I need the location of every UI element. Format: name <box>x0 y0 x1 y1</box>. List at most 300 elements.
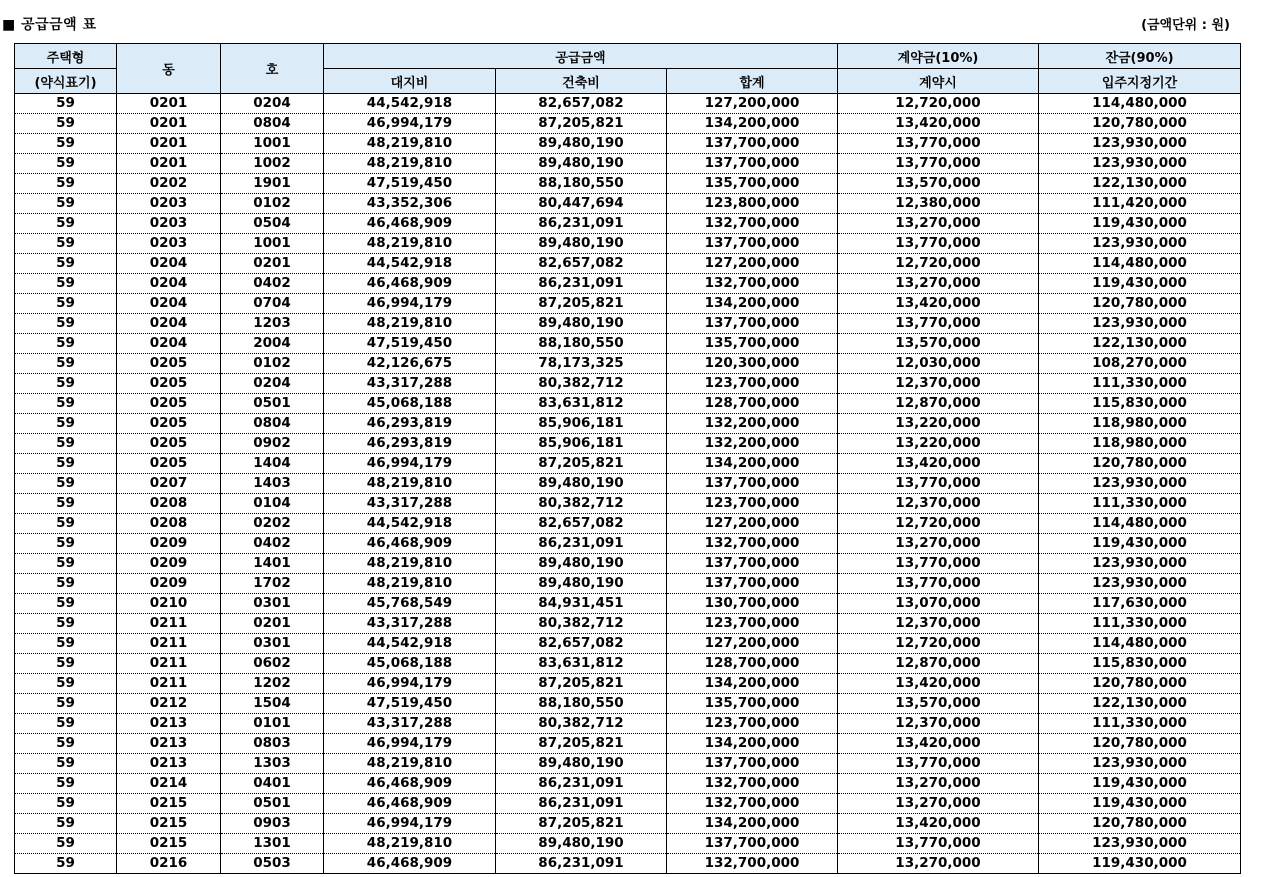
cell-deposit: 13,420,000 <box>838 114 1039 134</box>
cell-deposit: 12,370,000 <box>838 494 1039 514</box>
cell-type: 59 <box>15 314 117 334</box>
cell-dong: 0208 <box>117 494 221 514</box>
cell-total: 137,700,000 <box>667 474 838 494</box>
cell-deposit: 12,870,000 <box>838 394 1039 414</box>
table-row <box>15 454 1241 474</box>
cell-balance: 114,480,000 <box>1039 254 1241 274</box>
cell-deposit: 13,770,000 <box>838 834 1039 854</box>
cell-total: 134,200,000 <box>667 454 838 474</box>
cell-deposit: 13,270,000 <box>838 854 1039 874</box>
cell-land: 48,219,810 <box>324 154 496 174</box>
cell-type: 59 <box>15 234 117 254</box>
cell-type: 59 <box>15 414 117 434</box>
col-deposit-subheader: 계약시 <box>838 69 1039 94</box>
cell-ho: 1504 <box>221 694 324 714</box>
cell-total: 123,700,000 <box>667 714 838 734</box>
cell-ho: 0804 <box>221 114 324 134</box>
table-row <box>15 814 1241 834</box>
cell-building: 86,231,091 <box>496 774 667 794</box>
table-row <box>15 234 1241 254</box>
cell-ho: 2004 <box>221 334 324 354</box>
cell-building: 87,205,821 <box>496 454 667 474</box>
cell-dong: 0201 <box>117 134 221 154</box>
table-row <box>15 114 1241 134</box>
cell-type: 59 <box>15 394 117 414</box>
table-row <box>15 754 1241 774</box>
cell-building: 87,205,821 <box>496 114 667 134</box>
table-row <box>15 374 1241 394</box>
cell-type: 59 <box>15 714 117 734</box>
supply-price-table <box>14 43 1241 874</box>
cell-dong: 0203 <box>117 214 221 234</box>
cell-ho: 1203 <box>221 314 324 334</box>
table-row <box>15 474 1241 494</box>
cell-balance: 108,270,000 <box>1039 354 1241 374</box>
cell-type: 59 <box>15 274 117 294</box>
cell-total: 123,700,000 <box>667 374 838 394</box>
cell-dong: 0204 <box>117 294 221 314</box>
cell-balance: 111,420,000 <box>1039 194 1241 214</box>
cell-deposit: 13,770,000 <box>838 134 1039 154</box>
cell-ho: 1303 <box>221 754 324 774</box>
table-row <box>15 774 1241 794</box>
table-row <box>15 494 1241 514</box>
cell-building: 87,205,821 <box>496 734 667 754</box>
cell-balance: 115,830,000 <box>1039 394 1241 414</box>
cell-deposit: 13,770,000 <box>838 234 1039 254</box>
cell-balance: 122,130,000 <box>1039 334 1241 354</box>
table-row <box>15 794 1241 814</box>
cell-total: 134,200,000 <box>667 814 838 834</box>
cell-deposit: 13,270,000 <box>838 534 1039 554</box>
cell-ho: 0301 <box>221 634 324 654</box>
cell-total: 137,700,000 <box>667 314 838 334</box>
cell-total: 134,200,000 <box>667 294 838 314</box>
cell-type: 59 <box>15 534 117 554</box>
cell-building: 78,173,325 <box>496 354 667 374</box>
cell-deposit: 13,420,000 <box>838 454 1039 474</box>
cell-land: 46,468,909 <box>324 794 496 814</box>
cell-total: 132,700,000 <box>667 774 838 794</box>
cell-ho: 0101 <box>221 714 324 734</box>
cell-building: 86,231,091 <box>496 794 667 814</box>
cell-building: 80,382,712 <box>496 714 667 734</box>
cell-deposit: 13,770,000 <box>838 474 1039 494</box>
cell-deposit: 12,870,000 <box>838 654 1039 674</box>
cell-land: 43,352,306 <box>324 194 496 214</box>
cell-total: 137,700,000 <box>667 834 838 854</box>
cell-type: 59 <box>15 754 117 774</box>
cell-dong: 0205 <box>117 394 221 414</box>
cell-dong: 0213 <box>117 714 221 734</box>
cell-land: 46,994,179 <box>324 454 496 474</box>
cell-type: 59 <box>15 94 117 114</box>
cell-type: 59 <box>15 574 117 594</box>
cell-building: 87,205,821 <box>496 814 667 834</box>
cell-building: 89,480,190 <box>496 574 667 594</box>
cell-deposit: 13,220,000 <box>838 414 1039 434</box>
cell-building: 82,657,082 <box>496 634 667 654</box>
cell-balance: 119,430,000 <box>1039 794 1241 814</box>
cell-total: 132,700,000 <box>667 854 838 874</box>
cell-building: 89,480,190 <box>496 474 667 494</box>
table-row <box>15 354 1241 374</box>
cell-balance: 123,930,000 <box>1039 154 1241 174</box>
cell-dong: 0208 <box>117 514 221 534</box>
cell-total: 123,700,000 <box>667 494 838 514</box>
cell-land: 46,468,909 <box>324 774 496 794</box>
cell-type: 59 <box>15 134 117 154</box>
table-title: ■ 공급금액 표 <box>2 17 97 33</box>
cell-land: 46,468,909 <box>324 274 496 294</box>
cell-total: 134,200,000 <box>667 674 838 694</box>
cell-dong: 0212 <box>117 694 221 714</box>
cell-total: 137,700,000 <box>667 154 838 174</box>
cell-land: 43,317,288 <box>324 714 496 734</box>
cell-deposit: 12,370,000 <box>838 374 1039 394</box>
col-ho-header: 호 <box>221 44 324 94</box>
cell-type: 59 <box>15 834 117 854</box>
cell-land: 46,994,179 <box>324 814 496 834</box>
cell-total: 127,200,000 <box>667 514 838 534</box>
cell-type: 59 <box>15 814 117 834</box>
cell-total: 137,700,000 <box>667 574 838 594</box>
cell-balance: 117,630,000 <box>1039 594 1241 614</box>
col-type-header <box>15 44 117 69</box>
cell-balance: 120,780,000 <box>1039 114 1241 134</box>
cell-dong: 0204 <box>117 274 221 294</box>
cell-balance: 120,780,000 <box>1039 454 1241 474</box>
table-row <box>15 294 1241 314</box>
cell-balance: 123,930,000 <box>1039 754 1241 774</box>
cell-dong: 0215 <box>117 794 221 814</box>
cell-deposit: 13,570,000 <box>838 694 1039 714</box>
table-row <box>15 834 1241 854</box>
cell-building: 89,480,190 <box>496 754 667 774</box>
cell-ho: 0202 <box>221 514 324 534</box>
cell-dong: 0202 <box>117 174 221 194</box>
cell-type: 59 <box>15 554 117 574</box>
cell-building: 85,906,181 <box>496 434 667 454</box>
table-row <box>15 314 1241 334</box>
cell-ho: 1901 <box>221 174 324 194</box>
cell-balance: 119,430,000 <box>1039 214 1241 234</box>
cell-type: 59 <box>15 154 117 174</box>
cell-type: 59 <box>15 294 117 314</box>
cell-ho: 0201 <box>221 614 324 634</box>
cell-building: 89,480,190 <box>496 134 667 154</box>
cell-land: 48,219,810 <box>324 554 496 574</box>
cell-type: 59 <box>15 654 117 674</box>
cell-land: 44,542,918 <box>324 634 496 654</box>
cell-ho: 0104 <box>221 494 324 514</box>
table-row <box>15 394 1241 414</box>
cell-type: 59 <box>15 734 117 754</box>
cell-land: 45,768,549 <box>324 594 496 614</box>
cell-dong: 0205 <box>117 434 221 454</box>
cell-dong: 0209 <box>117 574 221 594</box>
cell-dong: 0209 <box>117 534 221 554</box>
cell-dong: 0207 <box>117 474 221 494</box>
cell-type: 59 <box>15 214 117 234</box>
cell-type: 59 <box>15 614 117 634</box>
cell-total: 135,700,000 <box>667 174 838 194</box>
cell-ho: 0102 <box>221 194 324 214</box>
cell-ho: 0301 <box>221 594 324 614</box>
cell-balance: 123,930,000 <box>1039 554 1241 574</box>
cell-ho: 0204 <box>221 94 324 114</box>
cell-building: 89,480,190 <box>496 234 667 254</box>
cell-building: 88,180,550 <box>496 694 667 714</box>
table-row <box>15 274 1241 294</box>
cell-ho: 1002 <box>221 154 324 174</box>
cell-deposit: 13,420,000 <box>838 814 1039 834</box>
col-land-header: 대지비 <box>324 69 496 94</box>
table-row <box>15 434 1241 454</box>
cell-balance: 123,930,000 <box>1039 574 1241 594</box>
cell-land: 48,219,810 <box>324 574 496 594</box>
col-balance-subheader: 입주지정기간 <box>1039 69 1241 94</box>
cell-dong: 0205 <box>117 454 221 474</box>
table-row <box>15 714 1241 734</box>
cell-type: 59 <box>15 194 117 214</box>
cell-total: 134,200,000 <box>667 114 838 134</box>
unit-note: (금액단위 : 원) <box>1141 18 1230 33</box>
cell-ho: 0504 <box>221 214 324 234</box>
cell-balance: 123,930,000 <box>1039 834 1241 854</box>
cell-ho: 0804 <box>221 414 324 434</box>
cell-type: 59 <box>15 434 117 454</box>
cell-land: 47,519,450 <box>324 334 496 354</box>
cell-balance: 119,430,000 <box>1039 854 1241 874</box>
cell-total: 135,700,000 <box>667 694 838 714</box>
cell-building: 88,180,550 <box>496 334 667 354</box>
cell-total: 132,700,000 <box>667 214 838 234</box>
cell-balance: 122,130,000 <box>1039 694 1241 714</box>
cell-dong: 0203 <box>117 194 221 214</box>
table-row <box>15 174 1241 194</box>
cell-deposit: 13,270,000 <box>838 214 1039 234</box>
cell-balance: 111,330,000 <box>1039 714 1241 734</box>
col-dong-header: 동 <box>117 44 221 94</box>
cell-deposit: 13,270,000 <box>838 274 1039 294</box>
cell-total: 135,700,000 <box>667 334 838 354</box>
cell-ho: 0704 <box>221 294 324 314</box>
cell-dong: 0211 <box>117 674 221 694</box>
cell-land: 46,468,909 <box>324 214 496 234</box>
cell-land: 48,219,810 <box>324 754 496 774</box>
cell-type: 59 <box>15 634 117 654</box>
cell-building: 89,480,190 <box>496 834 667 854</box>
cell-land: 46,293,819 <box>324 414 496 434</box>
cell-building: 83,631,812 <box>496 654 667 674</box>
cell-balance: 123,930,000 <box>1039 134 1241 154</box>
cell-dong: 0203 <box>117 234 221 254</box>
cell-total: 132,700,000 <box>667 794 838 814</box>
cell-balance: 119,430,000 <box>1039 774 1241 794</box>
cell-deposit: 13,270,000 <box>838 774 1039 794</box>
cell-dong: 0213 <box>117 734 221 754</box>
cell-dong: 0213 <box>117 754 221 774</box>
cell-land: 48,219,810 <box>324 834 496 854</box>
cell-type: 59 <box>15 514 117 534</box>
table-row <box>15 214 1241 234</box>
cell-land: 43,317,288 <box>324 494 496 514</box>
cell-ho: 1301 <box>221 834 324 854</box>
cell-type: 59 <box>15 694 117 714</box>
table-row <box>15 94 1241 114</box>
cell-balance: 119,430,000 <box>1039 534 1241 554</box>
cell-building: 80,382,712 <box>496 614 667 634</box>
cell-balance: 120,780,000 <box>1039 734 1241 754</box>
cell-dong: 0205 <box>117 354 221 374</box>
cell-type: 59 <box>15 594 117 614</box>
cell-type: 59 <box>15 454 117 474</box>
cell-balance: 115,830,000 <box>1039 654 1241 674</box>
cell-type: 59 <box>15 854 117 874</box>
cell-total: 132,700,000 <box>667 534 838 554</box>
cell-total: 137,700,000 <box>667 234 838 254</box>
cell-deposit: 13,070,000 <box>838 594 1039 614</box>
cell-deposit: 13,770,000 <box>838 574 1039 594</box>
cell-ho: 0501 <box>221 794 324 814</box>
cell-ho: 0204 <box>221 374 324 394</box>
cell-building: 86,231,091 <box>496 214 667 234</box>
cell-building: 80,382,712 <box>496 494 667 514</box>
cell-land: 46,994,179 <box>324 114 496 134</box>
cell-balance: 111,330,000 <box>1039 494 1241 514</box>
table-row <box>15 134 1241 154</box>
cell-balance: 120,780,000 <box>1039 294 1241 314</box>
table-row <box>15 534 1241 554</box>
cell-land: 44,542,918 <box>324 94 496 114</box>
cell-balance: 114,480,000 <box>1039 634 1241 654</box>
cell-dong: 0214 <box>117 774 221 794</box>
table-row <box>15 574 1241 594</box>
cell-type: 59 <box>15 674 117 694</box>
cell-balance: 114,480,000 <box>1039 94 1241 114</box>
cell-dong: 0211 <box>117 654 221 674</box>
cell-dong: 0205 <box>117 374 221 394</box>
cell-total: 127,200,000 <box>667 254 838 274</box>
cell-balance: 123,930,000 <box>1039 474 1241 494</box>
col-total-header: 합계 <box>667 69 838 94</box>
cell-balance: 120,780,000 <box>1039 674 1241 694</box>
table-row <box>15 334 1241 354</box>
cell-building: 86,231,091 <box>496 854 667 874</box>
cell-land: 45,068,188 <box>324 654 496 674</box>
cell-dong: 0216 <box>117 854 221 874</box>
cell-deposit: 13,420,000 <box>838 674 1039 694</box>
cell-total: 132,700,000 <box>667 274 838 294</box>
cell-balance: 120,780,000 <box>1039 814 1241 834</box>
cell-deposit: 13,770,000 <box>838 154 1039 174</box>
cell-total: 130,700,000 <box>667 594 838 614</box>
cell-dong: 0209 <box>117 554 221 574</box>
cell-ho: 1202 <box>221 674 324 694</box>
cell-ho: 0201 <box>221 254 324 274</box>
cell-deposit: 13,570,000 <box>838 334 1039 354</box>
cell-total: 128,700,000 <box>667 394 838 414</box>
cell-total: 137,700,000 <box>667 134 838 154</box>
cell-land: 48,219,810 <box>324 134 496 154</box>
cell-dong: 0201 <box>117 94 221 114</box>
cell-type: 59 <box>15 114 117 134</box>
cell-ho: 0803 <box>221 734 324 754</box>
cell-dong: 0211 <box>117 634 221 654</box>
cell-deposit: 12,720,000 <box>838 634 1039 654</box>
cell-balance: 111,330,000 <box>1039 614 1241 634</box>
cell-dong: 0211 <box>117 614 221 634</box>
cell-deposit: 12,720,000 <box>838 514 1039 534</box>
cell-type: 59 <box>15 494 117 514</box>
table-row <box>15 694 1241 714</box>
cell-total: 120,300,000 <box>667 354 838 374</box>
cell-land: 44,542,918 <box>324 254 496 274</box>
cell-building: 80,382,712 <box>496 374 667 394</box>
table-row <box>15 734 1241 754</box>
cell-land: 44,542,918 <box>324 514 496 534</box>
cell-building: 82,657,082 <box>496 514 667 534</box>
cell-dong: 0204 <box>117 314 221 334</box>
table-row <box>15 514 1241 534</box>
cell-balance: 114,480,000 <box>1039 514 1241 534</box>
document-header <box>0 14 1240 38</box>
cell-land: 46,994,179 <box>324 294 496 314</box>
cell-ho: 1403 <box>221 474 324 494</box>
cell-building: 89,480,190 <box>496 554 667 574</box>
cell-building: 86,231,091 <box>496 534 667 554</box>
table-row <box>15 554 1241 574</box>
cell-land: 48,219,810 <box>324 474 496 494</box>
cell-ho: 0402 <box>221 274 324 294</box>
col-supply-header: 공급금액 <box>324 44 838 69</box>
table-row <box>15 654 1241 674</box>
cell-balance: 123,930,000 <box>1039 314 1241 334</box>
cell-total: 123,700,000 <box>667 614 838 634</box>
col-balance-header: 잔금(90%) <box>1039 44 1241 69</box>
cell-land: 45,068,188 <box>324 394 496 414</box>
table-row <box>15 634 1241 654</box>
table-row <box>15 414 1241 434</box>
cell-type: 59 <box>15 474 117 494</box>
cell-deposit: 13,770,000 <box>838 314 1039 334</box>
col-type-subheader: (약식표기) <box>15 69 117 94</box>
cell-land: 46,994,179 <box>324 674 496 694</box>
cell-building: 89,480,190 <box>496 154 667 174</box>
cell-dong: 0201 <box>117 114 221 134</box>
table-head <box>15 44 1241 94</box>
cell-ho: 0902 <box>221 434 324 454</box>
cell-dong: 0204 <box>117 334 221 354</box>
table-row <box>15 154 1241 174</box>
cell-total: 132,200,000 <box>667 414 838 434</box>
cell-ho: 0602 <box>221 654 324 674</box>
cell-dong: 0204 <box>117 254 221 274</box>
cell-deposit: 13,420,000 <box>838 734 1039 754</box>
cell-land: 46,994,179 <box>324 734 496 754</box>
cell-ho: 1702 <box>221 574 324 594</box>
cell-deposit: 13,770,000 <box>838 554 1039 574</box>
cell-type: 59 <box>15 794 117 814</box>
cell-total: 134,200,000 <box>667 734 838 754</box>
cell-deposit: 13,770,000 <box>838 754 1039 774</box>
cell-deposit: 13,570,000 <box>838 174 1039 194</box>
cell-balance: 111,330,000 <box>1039 374 1241 394</box>
cell-building: 87,205,821 <box>496 674 667 694</box>
cell-dong: 0215 <box>117 834 221 854</box>
cell-total: 137,700,000 <box>667 554 838 574</box>
